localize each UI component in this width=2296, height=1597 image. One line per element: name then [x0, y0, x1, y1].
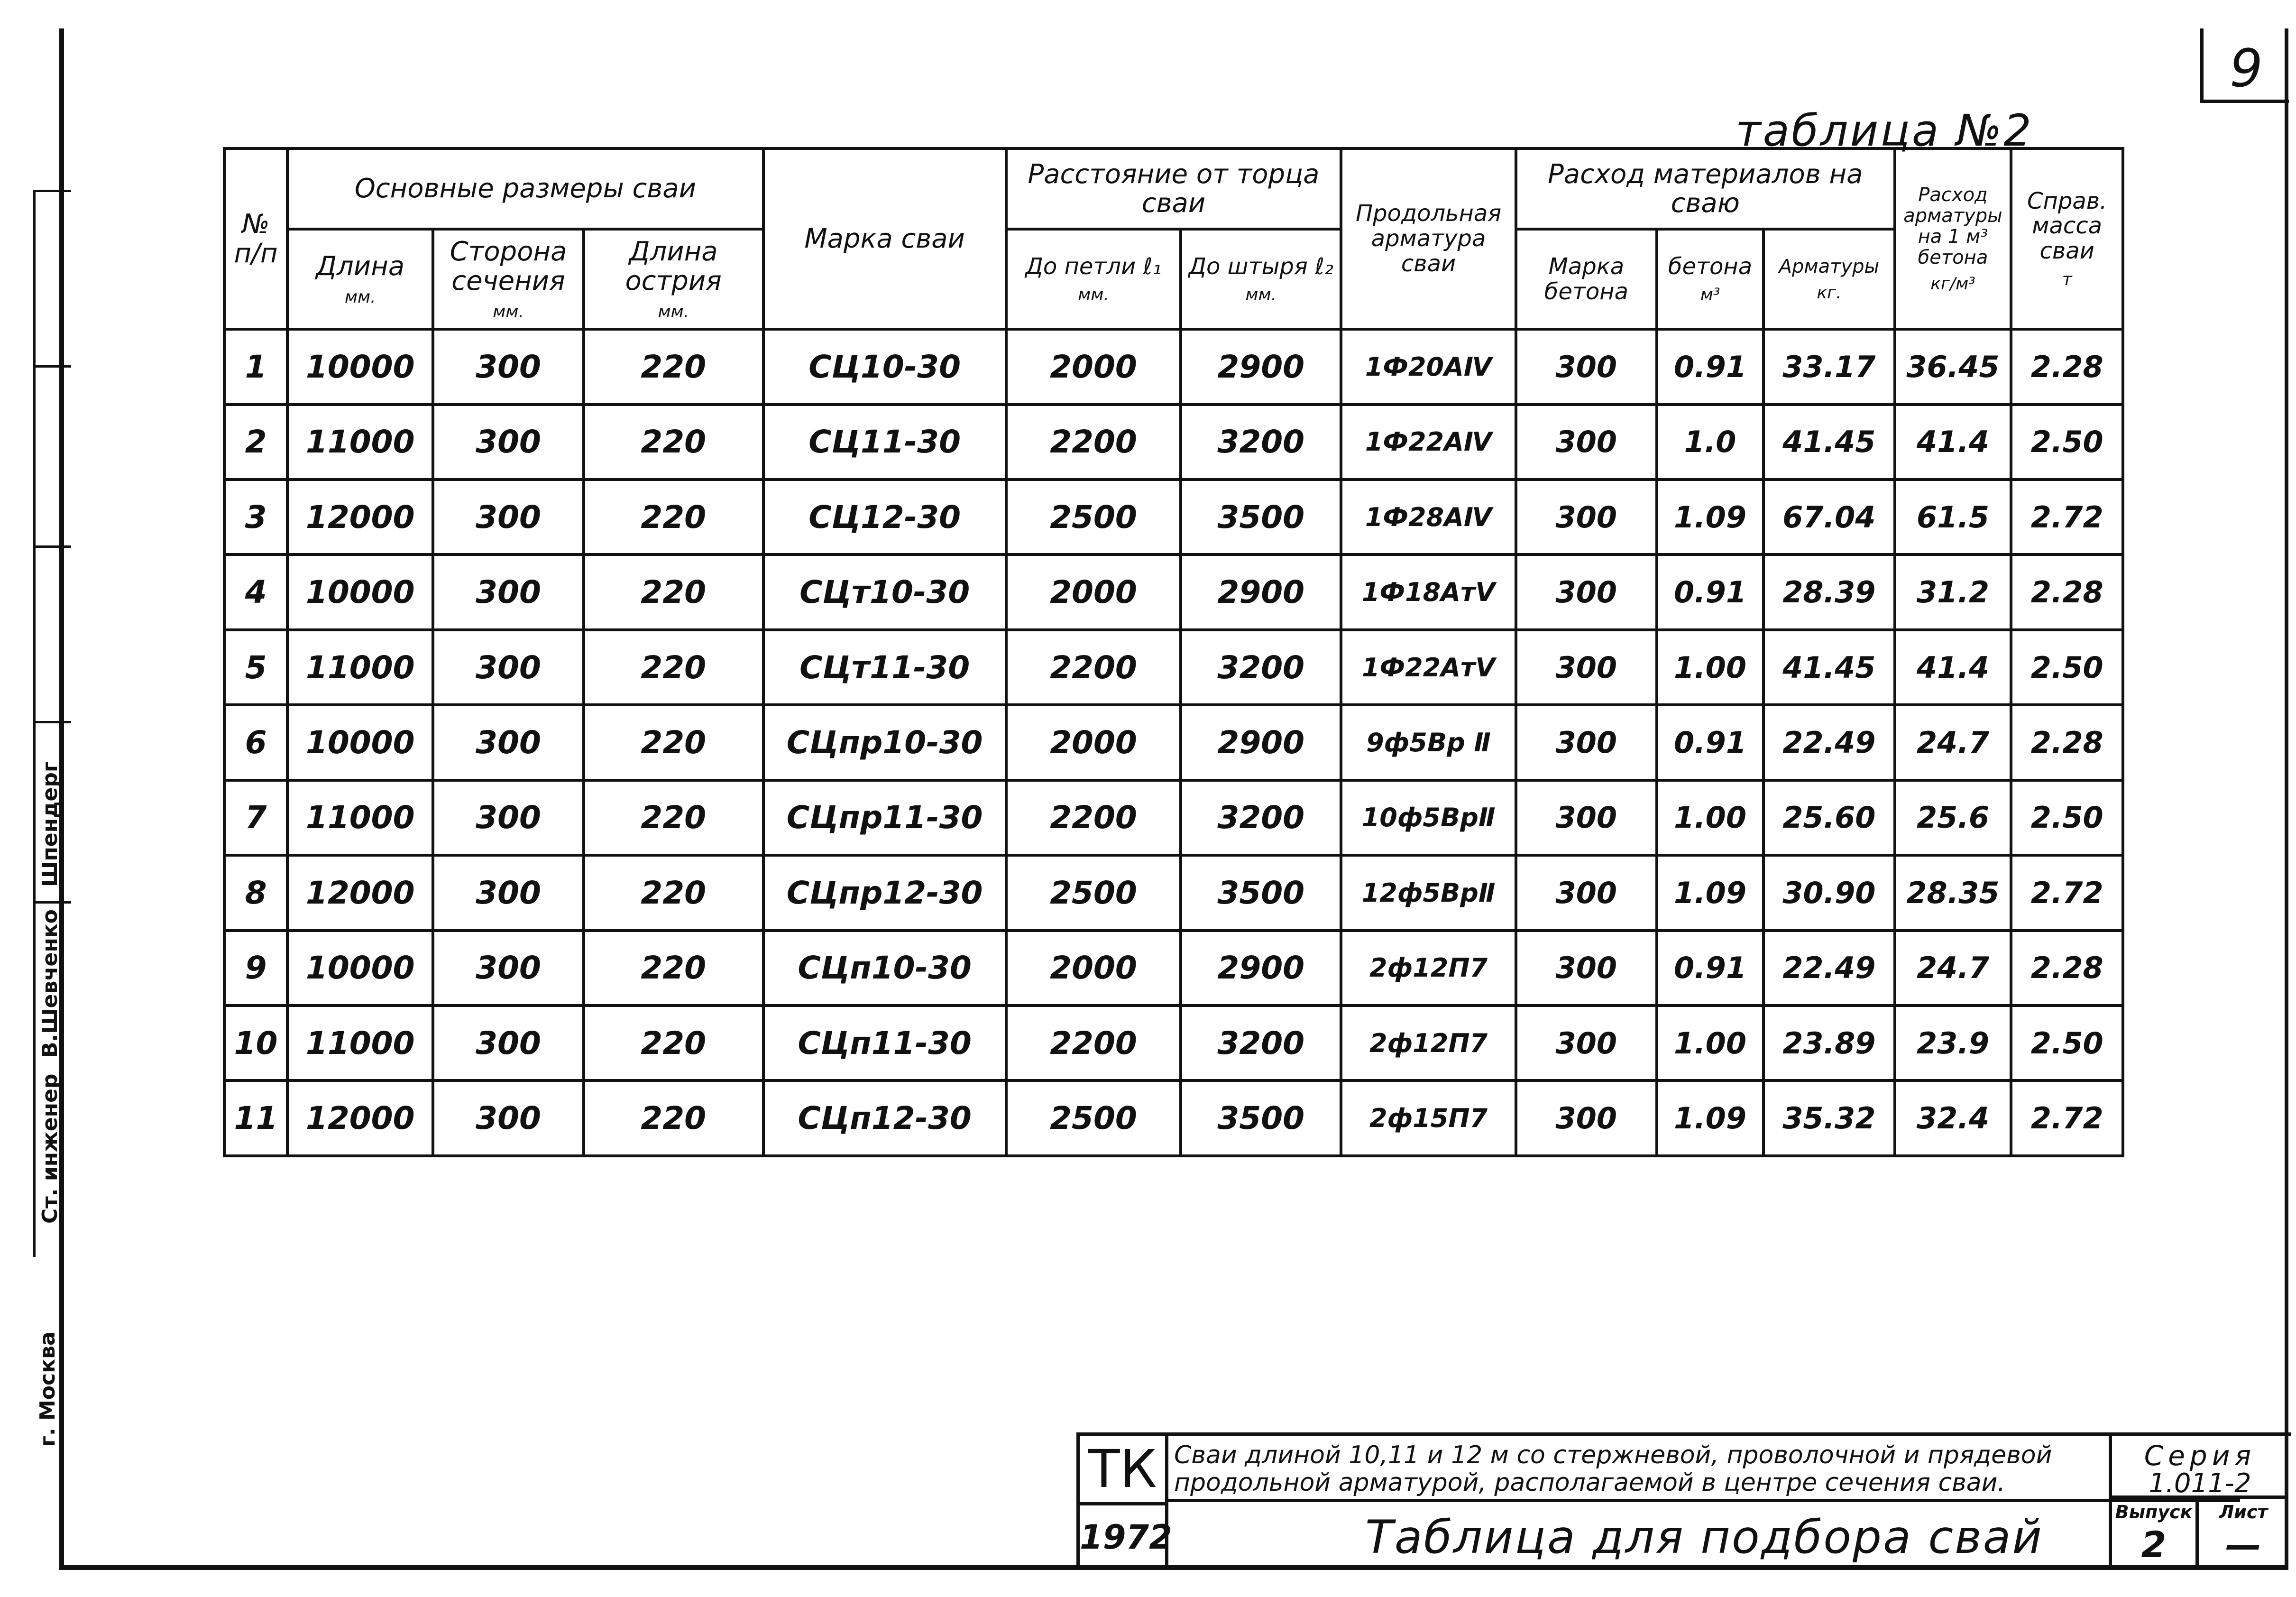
cell-steel-per-m3: 36.45 — [1895, 329, 2011, 404]
title-block-series — [2109, 1432, 2288, 1499]
cell-loop: 2200 — [1006, 1006, 1181, 1080]
cell-mass: 2.50 — [2011, 780, 2123, 855]
cell-length: 11000 — [287, 1006, 433, 1080]
cell-length: 10000 — [287, 931, 433, 1006]
cell-concrete-mark: 300 — [1516, 931, 1657, 1006]
cell-num: 7 — [224, 780, 287, 855]
cell-concrete-mark: 300 — [1516, 329, 1657, 404]
cell-concrete-volume: 1.09 — [1657, 855, 1763, 930]
cell-concrete-mark: 300 — [1516, 855, 1657, 930]
side-stamp-signature: В.Шевченко — [38, 909, 62, 1058]
cell-num: 8 — [224, 855, 287, 930]
cell-mass: 2.28 — [2011, 705, 2123, 780]
cell-num: 10 — [224, 1006, 287, 1080]
table-row — [224, 329, 2123, 404]
header-concrete-volume-unit: м³ — [1700, 285, 1720, 305]
title-block-description — [1168, 1436, 2240, 1502]
side-tick — [36, 365, 71, 368]
side-tick — [36, 190, 71, 192]
header-mass — [2011, 148, 2123, 329]
cell-length: 12000 — [287, 1080, 433, 1156]
cell-pin: 3500 — [1181, 1080, 1341, 1156]
piles-table — [223, 147, 2124, 1157]
side-tick — [36, 721, 71, 723]
cell-pin: 2900 — [1181, 554, 1341, 629]
cell-tip: 220 — [584, 931, 763, 1006]
cell-mark: СЦп12-30 — [763, 1080, 1006, 1156]
cell-mass: 2.50 — [2011, 405, 2123, 480]
cell-mark: СЦп11-30 — [763, 1006, 1006, 1080]
table-caption: таблица №2 — [1736, 105, 2033, 156]
cell-loop: 2500 — [1006, 855, 1181, 930]
table-row — [224, 705, 2123, 780]
header-side — [433, 229, 583, 329]
side-stamp-role: Ст. инженер — [38, 1073, 62, 1224]
cell-steel: 41.45 — [1763, 405, 1894, 480]
cell-steel: 23.89 — [1763, 1006, 1894, 1080]
cell-pin: 2900 — [1181, 705, 1341, 780]
header-mass-label: Справ. масса сваи — [2027, 187, 2107, 265]
cell-steel-per-m3: 25.6 — [1895, 780, 2011, 855]
cell-pin: 2900 — [1181, 931, 1341, 1006]
title-block-tk: ТК — [1080, 1436, 1168, 1505]
header-concrete-volume-label: бетона — [1668, 253, 1753, 280]
cell-steel-per-m3: 61.5 — [1895, 480, 2011, 554]
cell-concrete-volume: 1.00 — [1657, 630, 1763, 705]
table-row — [224, 480, 2123, 554]
cell-side: 300 — [433, 480, 583, 554]
header-steel-per-unit: кг/м³ — [1930, 274, 1975, 294]
cell-loop: 2200 — [1006, 780, 1181, 855]
cell-pin: 3500 — [1181, 855, 1341, 930]
cell-concrete-mark: 300 — [1516, 554, 1657, 629]
cell-loop: 2200 — [1006, 630, 1181, 705]
cell-mark: СЦ11-30 — [763, 405, 1006, 480]
cell-steel: 25.60 — [1763, 780, 1894, 855]
cell-mass: 2.50 — [2011, 1006, 2123, 1080]
cell-pin: 3200 — [1181, 1006, 1341, 1080]
cell-loop: 2200 — [1006, 405, 1181, 480]
header-steel — [1763, 229, 1894, 329]
page-number: 9 — [2230, 38, 2263, 99]
header-concrete-volume — [1657, 229, 1763, 329]
cell-concrete-mark: 300 — [1516, 1080, 1657, 1156]
cell-steel: 22.49 — [1763, 705, 1894, 780]
table-row — [224, 554, 2123, 629]
side-tick — [36, 901, 71, 904]
cell-num: 3 — [224, 480, 287, 554]
cell-reinforcement: 2ф12П7 — [1341, 931, 1516, 1006]
cell-concrete-volume: 0.91 — [1657, 931, 1763, 1006]
cell-concrete-volume: 1.09 — [1657, 1080, 1763, 1156]
header-reinforcement: Продольная арматура сваи — [1341, 148, 1516, 329]
header-steel-unit: кг. — [1817, 283, 1842, 303]
cell-reinforcement: 1Ф18АтⅤ — [1341, 554, 1516, 629]
cell-side: 300 — [433, 554, 583, 629]
cell-concrete-mark: 300 — [1516, 630, 1657, 705]
cell-side: 300 — [433, 705, 583, 780]
cell-side: 300 — [433, 329, 583, 404]
cell-mark: СЦ12-30 — [763, 480, 1006, 554]
cell-steel: 35.32 — [1763, 1080, 1894, 1156]
cell-num: 4 — [224, 554, 287, 629]
cell-num: 9 — [224, 931, 287, 1006]
cell-steel-per-m3: 41.4 — [1895, 630, 2011, 705]
cell-steel: 33.17 — [1763, 329, 1894, 404]
cell-steel-per-m3: 32.4 — [1895, 1080, 2011, 1156]
table-row — [224, 1006, 2123, 1080]
header-tip-unit: мм. — [658, 302, 689, 322]
cell-loop: 2500 — [1006, 1080, 1181, 1156]
cell-concrete-volume: 1.0 — [1657, 405, 1763, 480]
header-dist-group: Расстояние от торца сваи — [1006, 148, 1341, 229]
sheet-label: Лист — [2219, 1502, 2268, 1523]
header-mark: Марка сваи — [763, 148, 1006, 329]
header-side-label: Сторона сечения — [450, 236, 567, 296]
cell-side: 300 — [433, 855, 583, 930]
cell-tip: 220 — [584, 405, 763, 480]
header-length-label: Длина — [316, 251, 405, 282]
cell-length: 12000 — [287, 855, 433, 930]
header-tip — [584, 229, 763, 329]
cell-tip: 220 — [584, 480, 763, 554]
header-length-unit: мм. — [344, 287, 376, 307]
series-value: 1.011-2 — [2149, 1468, 2251, 1499]
cell-tip: 220 — [584, 1006, 763, 1080]
cell-mark: СЦпр12-30 — [763, 855, 1006, 930]
title-block-issue — [2109, 1499, 2199, 1566]
cell-loop: 2000 — [1006, 705, 1181, 780]
table-row — [224, 931, 2123, 1006]
table-row — [224, 780, 2123, 855]
cell-steel: 22.49 — [1763, 931, 1894, 1006]
cell-mark: СЦ10-30 — [763, 329, 1006, 404]
table-row — [224, 630, 2123, 705]
cell-tip: 220 — [584, 630, 763, 705]
cell-steel-per-m3: 23.9 — [1895, 1006, 2011, 1080]
cell-concrete-mark: 300 — [1516, 405, 1657, 480]
cell-side: 300 — [433, 405, 583, 480]
cell-steel: 28.39 — [1763, 554, 1894, 629]
cell-steel: 30.90 — [1763, 855, 1894, 930]
cell-mass: 2.72 — [2011, 480, 2123, 554]
title-block-sheet — [2199, 1499, 2288, 1566]
cell-pin: 2900 — [1181, 329, 1341, 404]
sheet-value: — — [2225, 1523, 2261, 1566]
cell-reinforcement: 10ф5ВрⅡ — [1341, 780, 1516, 855]
table-row — [224, 1080, 2123, 1156]
cell-steel: 41.45 — [1763, 630, 1894, 705]
cell-mass: 2.50 — [2011, 630, 2123, 705]
header-pin-label: До штыря ℓ₂ — [1188, 253, 1334, 280]
frame-right-border — [2285, 28, 2288, 1570]
cell-mark: СЦп10-30 — [763, 931, 1006, 1006]
cell-mark: СЦпр10-30 — [763, 705, 1006, 780]
cell-length: 10000 — [287, 329, 433, 404]
header-steel-per-m3 — [1895, 148, 2011, 329]
cell-reinforcement: 1Ф20АⅣ — [1341, 329, 1516, 404]
cell-steel: 67.04 — [1763, 480, 1894, 554]
header-dims-group: Основные размеры сваи — [287, 148, 763, 229]
cell-loop: 2500 — [1006, 480, 1181, 554]
side-stamp-city: г. Москва — [36, 1331, 60, 1447]
cell-steel-per-m3: 31.2 — [1895, 554, 2011, 629]
title-block-description-line1: Сваи длиной 10,11 и 12 м со стержневой, проволочной и прядевой — [1174, 1441, 2052, 1469]
header-materials-group: Расход материалов на сваю — [1516, 148, 1895, 229]
cell-steel-per-m3: 24.7 — [1895, 705, 2011, 780]
cell-tip: 220 — [584, 1080, 763, 1156]
cell-tip: 220 — [584, 780, 763, 855]
cell-mass: 2.72 — [2011, 1080, 2123, 1156]
cell-mass: 2.28 — [2011, 554, 2123, 629]
cell-reinforcement: 1Ф22АⅣ — [1341, 405, 1516, 480]
cell-pin: 3200 — [1181, 630, 1341, 705]
cell-concrete-volume: 1.00 — [1657, 780, 1763, 855]
cell-side: 300 — [433, 780, 583, 855]
cell-mass: 2.28 — [2011, 931, 2123, 1006]
cell-length: 12000 — [287, 480, 433, 554]
header-concrete-mark: Марка бетона — [1516, 229, 1657, 329]
cell-num: 1 — [224, 329, 287, 404]
cell-concrete-volume: 0.91 — [1657, 554, 1763, 629]
cell-pin: 3500 — [1181, 480, 1341, 554]
cell-steel-per-m3: 41.4 — [1895, 405, 2011, 480]
cell-tip: 220 — [584, 329, 763, 404]
cell-num: 5 — [224, 630, 287, 705]
cell-side: 300 — [433, 630, 583, 705]
series-label: Серия — [2144, 1440, 2256, 1472]
header-tip-label: Длина острия — [625, 236, 722, 296]
cell-reinforcement: 2ф12П7 — [1341, 1006, 1516, 1080]
cell-pin: 3200 — [1181, 405, 1341, 480]
header-steel-label: Арматуры — [1779, 255, 1880, 277]
cell-concrete-volume: 1.09 — [1657, 480, 1763, 554]
side-tick — [36, 545, 71, 548]
header-loop-unit: мм. — [1078, 285, 1109, 305]
header-pin — [1181, 229, 1341, 329]
cell-tip: 220 — [584, 855, 763, 930]
cell-concrete-volume: 0.91 — [1657, 329, 1763, 404]
issue-value: 2 — [2141, 1523, 2167, 1566]
cell-mark: СЦт10-30 — [763, 554, 1006, 629]
cell-reinforcement: 1Ф28АⅣ — [1341, 480, 1516, 554]
cell-concrete-mark: 300 — [1516, 480, 1657, 554]
page-number-box — [2200, 28, 2289, 103]
table-row — [224, 405, 2123, 480]
cell-reinforcement: 12ф5ВрⅡ — [1341, 855, 1516, 930]
cell-concrete-mark: 300 — [1516, 1006, 1657, 1080]
header-mass-unit: т — [2062, 269, 2072, 289]
table-body — [224, 329, 2123, 1156]
cell-length: 11000 — [287, 780, 433, 855]
header-num: № п/п — [224, 148, 287, 329]
cell-mark: СЦпр11-30 — [763, 780, 1006, 855]
cell-concrete-volume: 0.91 — [1657, 705, 1763, 780]
table-row — [224, 855, 2123, 930]
cell-pin: 3200 — [1181, 780, 1341, 855]
cell-num: 2 — [224, 405, 287, 480]
cell-side: 300 — [433, 1006, 583, 1080]
header-loop-label: До петли ℓ₁ — [1025, 253, 1162, 280]
header-loop — [1006, 229, 1181, 329]
header-steel-per-label: Расход арматуры на 1 м³ бетона — [1903, 184, 2002, 268]
cell-loop: 2000 — [1006, 931, 1181, 1006]
issue-label: Выпуск — [2115, 1502, 2193, 1523]
cell-side: 300 — [433, 931, 583, 1006]
header-pin-unit: мм. — [1245, 285, 1277, 305]
cell-reinforcement: 1Ф22АтⅤ — [1341, 630, 1516, 705]
cell-steel-per-m3: 24.7 — [1895, 931, 2011, 1006]
title-block-description-line2: продольной арматурой, располагаемой в центре сечения сваи. — [1174, 1468, 2005, 1497]
header-side-unit: мм. — [493, 302, 524, 322]
cell-loop: 2000 — [1006, 329, 1181, 404]
cell-concrete-mark: 300 — [1516, 705, 1657, 780]
header-length — [287, 229, 433, 329]
cell-tip: 220 — [584, 705, 763, 780]
cell-concrete-mark: 300 — [1516, 780, 1657, 855]
cell-length: 11000 — [287, 405, 433, 480]
cell-num: 6 — [224, 705, 287, 780]
cell-mark: СЦт11-30 — [763, 630, 1006, 705]
cell-mass: 2.28 — [2011, 329, 2123, 404]
title-block-year: 1972 — [1080, 1505, 1168, 1569]
cell-reinforcement: 2ф15П7 — [1341, 1080, 1516, 1156]
side-stamp-name: Шпендерг — [38, 761, 62, 887]
title-block-title: Таблица для подбора свай — [1365, 1511, 2043, 1564]
cell-length: 10000 — [287, 705, 433, 780]
cell-tip: 220 — [584, 554, 763, 629]
cell-mass: 2.72 — [2011, 855, 2123, 930]
cell-side: 300 — [433, 1080, 583, 1156]
cell-length: 10000 — [287, 554, 433, 629]
cell-concrete-volume: 1.00 — [1657, 1006, 1763, 1080]
cell-loop: 2000 — [1006, 554, 1181, 629]
cell-length: 11000 — [287, 630, 433, 705]
cell-num: 11 — [224, 1080, 287, 1156]
cell-steel-per-m3: 28.35 — [1895, 855, 2011, 930]
cell-reinforcement: 9ф5Вр Ⅱ — [1341, 705, 1516, 780]
